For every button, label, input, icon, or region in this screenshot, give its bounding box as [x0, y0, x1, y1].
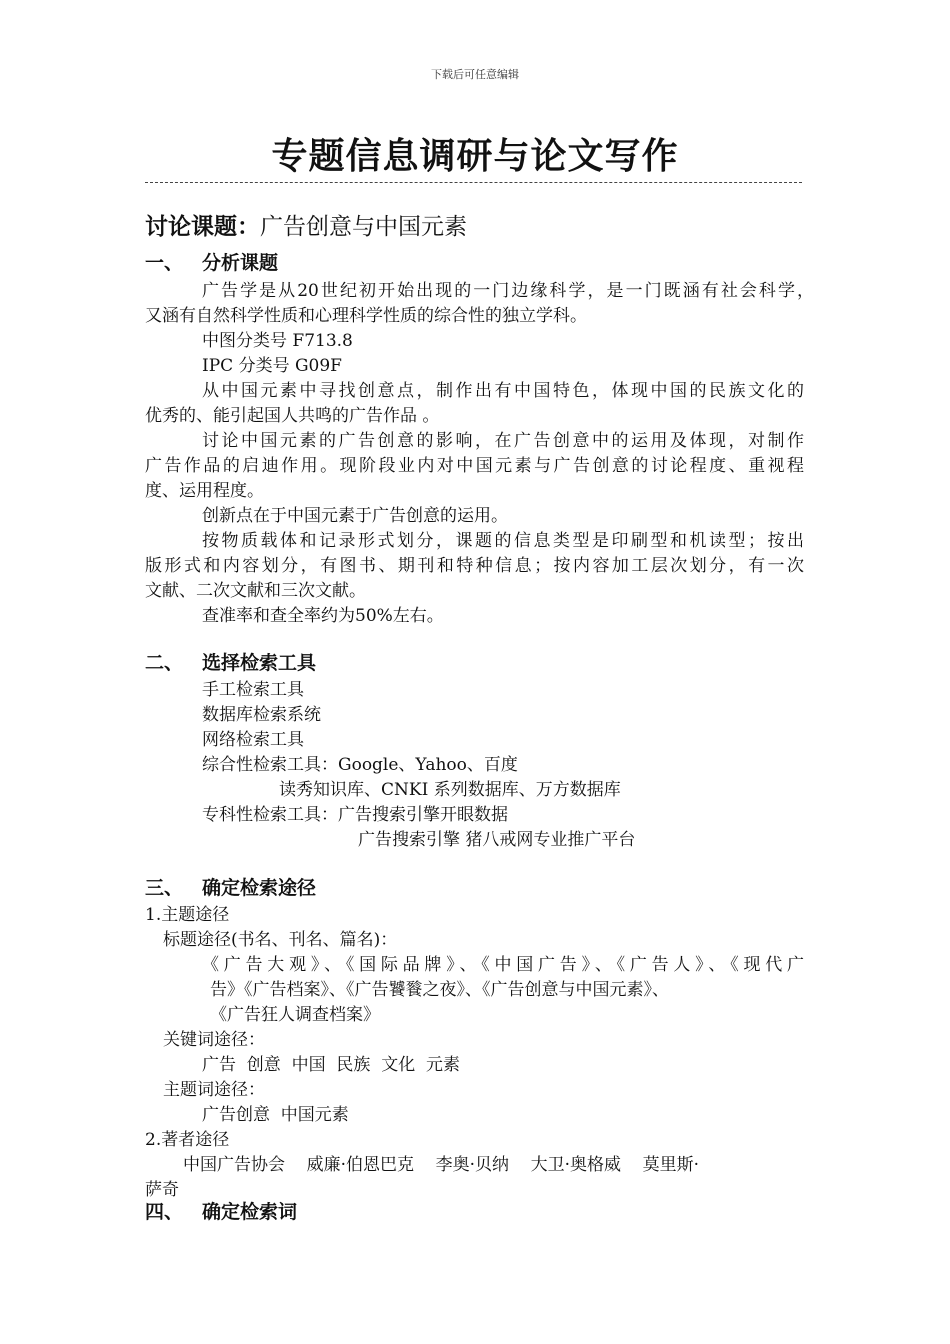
s1-para3-line1: 讨论中国元素的广告创意的影响，在广告创意中的运用及体现，对制作	[202, 431, 804, 451]
s3-line5: 《广告狂人调查档案》	[210, 1005, 380, 1025]
section-1-number: 一、	[145, 252, 184, 274]
section-4-number: 四、	[145, 1201, 184, 1223]
section-1-heading	[145, 248, 278, 275]
s2-line5: 读秀知识库、CNKI 系列数据库、万方数据库	[279, 780, 621, 800]
section-4-heading	[145, 1197, 297, 1224]
s3-line8: 主题词途径：	[163, 1080, 265, 1100]
s2-line3: 网络检索工具	[202, 730, 304, 750]
s3-line7: 广告 创意 中国 民族 文化 元素	[202, 1055, 461, 1075]
section-2-title: 选择检索工具	[202, 652, 317, 674]
s1-para6: 查准率和查全率约为50%左右。	[202, 606, 444, 626]
section-4-title: 确定检索词	[202, 1201, 298, 1223]
s1-ipc-code: IPC 分类号 G09F	[202, 356, 342, 376]
s1-para2-line1: 从中国元素中寻找创意点，制作出有中国特色，体现中国的民族文化的	[202, 381, 804, 401]
section-3-title: 确定检索途径	[202, 877, 317, 899]
s1-para3-line2: 广告作品的启迪作用。现阶段业内对中国元素与广告创意的讨论程度、重视程	[145, 456, 804, 476]
section-2-heading	[145, 648, 316, 675]
section-3-heading	[145, 873, 316, 900]
s1-para5-line3: 文献、二次文献和三次文献。	[145, 581, 366, 601]
s3-line6: 关键词途径：	[163, 1030, 265, 1050]
s2-line7: 广告搜索引擎 猪八戒网专业推广平台	[358, 830, 636, 850]
section-2-number: 二、	[145, 652, 184, 674]
dashed-divider	[145, 182, 802, 183]
s1-para1-line1: 广告学是从20世纪初开始出现的一门边缘科学，是一门既涵有社会科学，	[202, 281, 814, 301]
page-title: 专题信息调研与论文写作	[271, 136, 679, 177]
s3-line12: 萨奇	[145, 1180, 179, 1200]
header-note: 下载后可任意编辑	[431, 68, 519, 81]
s3-line11: 中国广告协会 威廉·伯恩巴克 李奥·贝纳 大卫·奥格威 莫里斯·	[183, 1155, 700, 1175]
s2-line1: 手工检索工具	[202, 680, 304, 700]
s3-line3: 《广告大观》、《国际品牌》、《中国广告》、《广告人》、《现代广	[202, 955, 804, 975]
s3-line4: 告》《广告档案》、《广告饕餮之夜》、《广告创意与中国元素》、	[210, 980, 669, 1000]
s3-line10: 2.著者途径	[145, 1130, 230, 1150]
s1-para5-line1: 按物质载体和记录形式划分，课题的信息类型是印刷型和机读型；按出	[202, 531, 804, 551]
section-3-number: 三、	[145, 877, 184, 899]
s1-para5-line2: 版形式和内容划分，有图书、期刊和特种信息；按内容加工层次划分，有一次	[145, 556, 804, 576]
s2-line2: 数据库检索系统	[202, 705, 321, 725]
s1-para2-line2: 优秀的、能引起国人共鸣的广告作品 。	[145, 406, 440, 426]
s2-line4: 综合性检索工具：Google、Yahoo、百度	[202, 755, 518, 775]
section-1-title: 分析课题	[202, 252, 279, 274]
discussion-topic	[145, 208, 467, 241]
topic-text: 广告创意与中国元素	[260, 214, 467, 240]
s1-para4: 创新点在于中国元素于广告创意的运用。	[202, 506, 508, 526]
s3-line9: 广告创意 中国元素	[202, 1105, 349, 1125]
s3-line1: 1.主题途径	[145, 905, 230, 925]
s1-para1-line2: 又涵有自然科学性质和心理科学性质的综合性的独立学科。	[145, 306, 587, 326]
s2-line6: 专科性检索工具：广告搜索引擎开眼数据	[202, 805, 508, 825]
s1-clc-code: 中图分类号 F713.8	[202, 331, 353, 351]
s3-line2: 标题途径(书名、刊名、篇名)：	[163, 930, 398, 950]
s1-para3-line3: 度、运用程度。	[145, 481, 264, 501]
topic-label: 讨论课题：	[145, 214, 260, 240]
